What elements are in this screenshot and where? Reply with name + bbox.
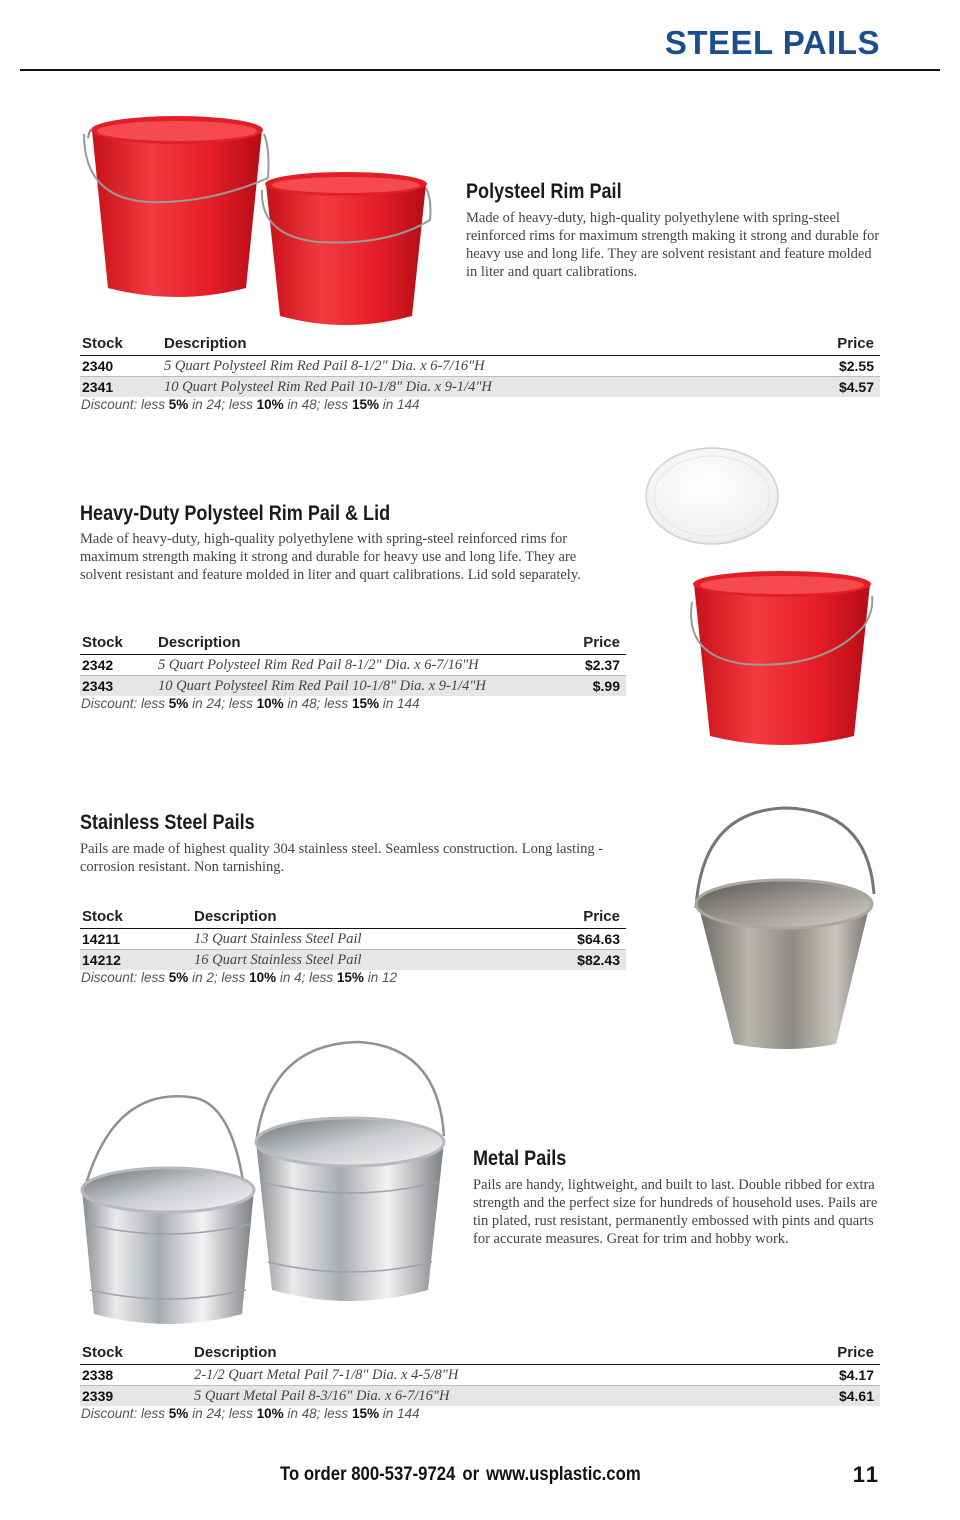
product-description: 5 Quart Polysteel Rim Red Pail 8-1/2" Dia. x 6-7/16"H <box>156 655 548 676</box>
table-row <box>80 950 626 971</box>
page-title: STEEL PAILS <box>664 24 880 61</box>
table-row <box>80 377 880 398</box>
column-header-price: Price <box>792 333 880 356</box>
discount-note: Discount: less 5% in 24; less 10% in 48; less 15% in 144 <box>81 696 420 711</box>
stock-number: 2338 <box>80 1365 192 1386</box>
table-row <box>80 1365 880 1386</box>
product-table <box>80 632 626 696</box>
table-row <box>80 356 880 377</box>
table-row <box>80 655 626 676</box>
section-title-metal-pails: Metal Pails <box>473 1147 567 1170</box>
product-table <box>80 1342 880 1406</box>
product-price: $2.37 <box>548 655 626 676</box>
product-description: 16 Quart Stainless Steel Pail <box>192 950 538 971</box>
product-price: $4.57 <box>792 377 880 398</box>
discount-note: Discount: less 5% in 2; less 10% in 4; less 15% in 12 <box>81 970 397 985</box>
footer-order-info <box>280 1464 641 1486</box>
column-header-stock: Stock <box>80 1342 192 1365</box>
product-description: 5 Quart Metal Pail 8-3/16" Dia. x 6-7/16"H <box>192 1386 792 1407</box>
product-table <box>80 906 626 970</box>
white-lid-image <box>644 446 780 546</box>
red-pail-image <box>78 108 278 308</box>
discount-note: Discount: less 5% in 24; less 10% in 48; less 15% in 144 <box>81 1406 420 1421</box>
stock-number: 14211 <box>80 929 192 950</box>
section-title-stainless-steel-pails: Stainless Steel Pails <box>80 811 255 834</box>
column-header-price: Price <box>548 632 626 655</box>
header-divider <box>20 69 940 71</box>
column-header-stock: Stock <box>80 333 162 356</box>
footer-or: or <box>462 1464 480 1485</box>
stock-number: 2342 <box>80 655 156 676</box>
section-title-polysteel-rim-pail: Polysteel Rim Pail <box>466 180 622 203</box>
stock-number: 14212 <box>80 950 192 971</box>
product-description: 13 Quart Stainless Steel Pail <box>192 929 538 950</box>
column-header-description: Description <box>156 632 548 655</box>
stainless-steel-pail-image <box>686 804 882 1054</box>
column-header-price: Price <box>792 1342 880 1365</box>
table-row <box>80 1386 880 1407</box>
page-number: 11 <box>852 1462 880 1487</box>
red-pail-image <box>258 166 434 332</box>
column-header-stock: Stock <box>80 632 156 655</box>
metal-pail-image <box>248 1040 448 1310</box>
product-price: $64.63 <box>538 929 626 950</box>
discount-note: Discount: less 5% in 24; less 10% in 48; less 15% in 144 <box>81 397 420 412</box>
column-header-stock: Stock <box>80 906 192 929</box>
table-row <box>80 929 626 950</box>
metal-pail-image <box>76 1094 260 1330</box>
website-link[interactable]: www.usplastic.com <box>486 1464 641 1485</box>
product-table <box>80 333 880 397</box>
order-phone: To order 800-537-9724 <box>280 1464 456 1485</box>
section-description: Made of heavy-duty, high-quality polyethylene with spring-steel reinforced rims for maximum strength making it strong and durable for heavy use and long life. They are solvent resistant and feature molded in liter and quart calibrations. <box>466 210 880 280</box>
product-price: $4.17 <box>792 1365 880 1386</box>
stock-number: 2343 <box>80 676 156 697</box>
product-description: 2-1/2 Quart Metal Pail 7-1/8" Dia. x 4-5/8"H <box>192 1365 792 1386</box>
product-price: $2.55 <box>792 356 880 377</box>
column-header-price: Price <box>538 906 626 929</box>
product-price: $82.43 <box>538 950 626 971</box>
stock-number: 2340 <box>80 356 162 377</box>
product-description: 5 Quart Polysteel Rim Red Pail 8-1/2" Dia. x 6-7/16"H <box>162 356 792 377</box>
product-description: 10 Quart Polysteel Rim Red Pail 10-1/8" Dia. x 9-1/4"H <box>162 377 792 398</box>
red-pail-image <box>684 566 880 752</box>
product-price: $4.61 <box>792 1386 880 1407</box>
stock-number: 2339 <box>80 1386 192 1407</box>
section-description: Pails are made of highest quality 304 stainless steel. Seamless construction. Long lasting - corrosion resistant. Non tarnishing. <box>80 841 604 875</box>
product-price: $.99 <box>548 676 626 697</box>
section-description: Made of heavy-duty, high-quality polyethylene with spring-steel reinforced rims for maximum strength making it strong and durable for heavy use and long life. They are solvent resistant and feature molded in liter and quart calibrations. Lid sold separately. <box>80 531 581 583</box>
column-header-description: Description <box>162 333 792 356</box>
section-description: Pails are handy, lightweight, and built to last. Double ribbed for extra strength and the perfect size for hundreds of household uses. Pails are tin plated, rust resistant, permanently embossed with pints and quarts for accurate measures. Great for trim and hobby work. <box>473 1177 878 1247</box>
column-header-description: Description <box>192 1342 792 1365</box>
stock-number: 2341 <box>80 377 162 398</box>
product-description: 10 Quart Polysteel Rim Red Pail 10-1/8" Dia. x 9-1/4"H <box>156 676 548 697</box>
table-row <box>80 676 626 697</box>
section-title-heavy-duty-pail-lid: Heavy-Duty Polysteel Rim Pail & Lid <box>80 502 391 525</box>
column-header-description: Description <box>192 906 538 929</box>
